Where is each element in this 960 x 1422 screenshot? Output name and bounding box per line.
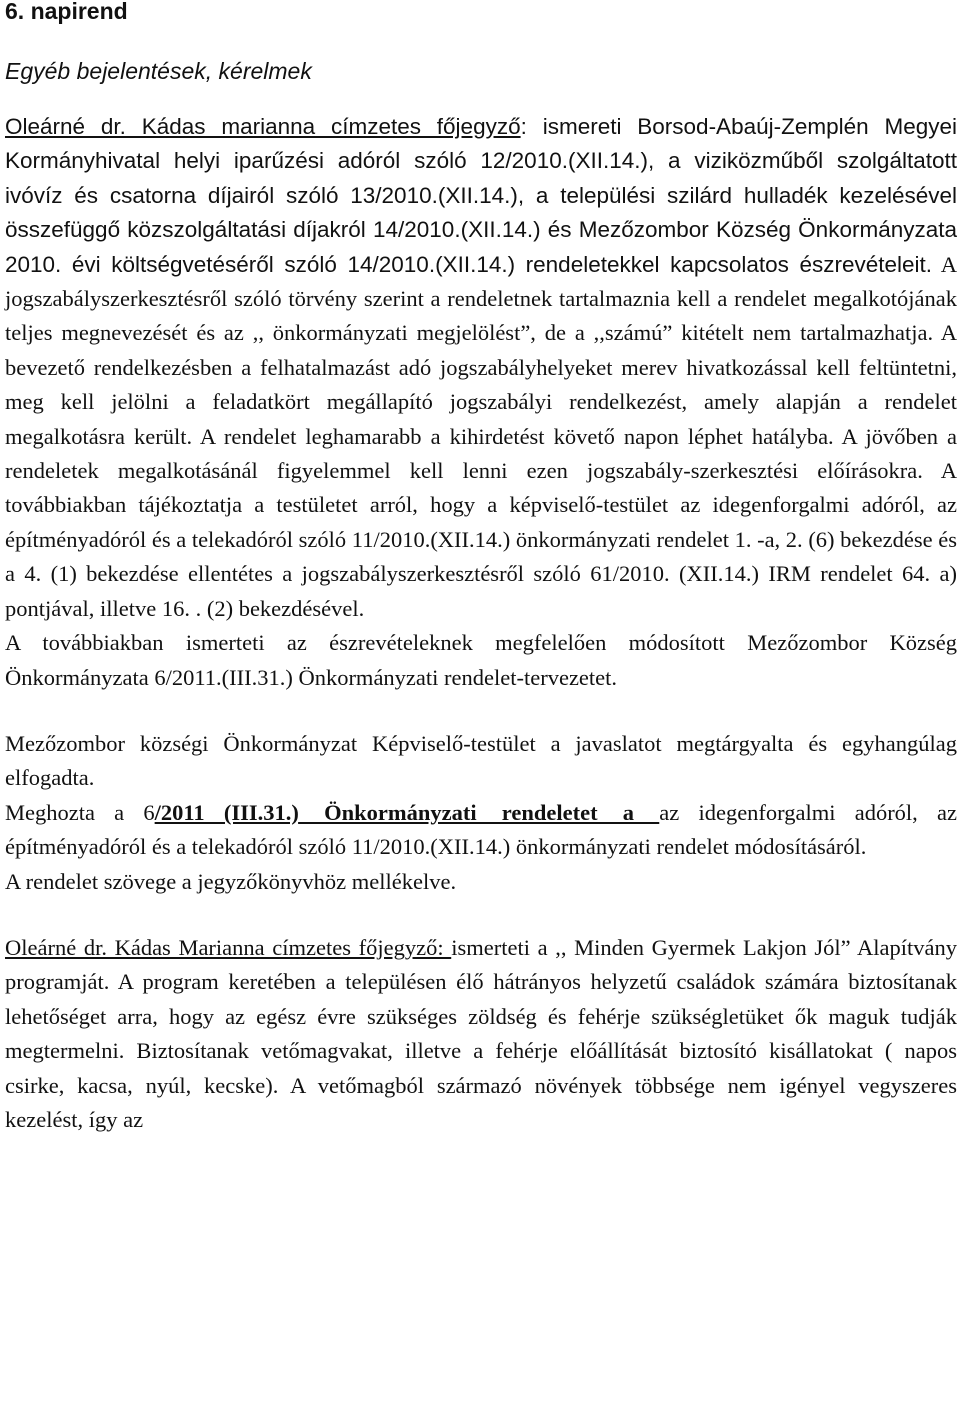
item2-paragraph	[5, 931, 957, 1137]
item1-colon: :	[520, 114, 527, 139]
item1-text-part2: A jogszabályszerkesztésről szóló törvény szerint a rendeletnek tartalmaznia kell a rendelet megalkotójának teljes megnevezését és az ,, önkormányzati megjelölést”, de a ,,számú” kitételt nem tartalmazhatja. A bevezető rendelkezésben a felhatalmazást adó jogszabályhelyeket merev hivatkozással kell feltüntetni, meg kell jelölni a feladatkört megállapító jogszabályi rendelkezést, amely alapján a rendelet megalkotásra került. A rendelet leghamarabb a kihirdetést követő napon léphet hatályba. A jövőben a rendeletek megalkotásánál figyelemmel kell lenni ezen jogszabály-szerkesztési előírásokra. A továbbiakban tájékoztatja a testületet arról, hogy a képviselő-testület az idegenforgalmi adóról, az építményadóról és a telekadóról szóló 11/2010.(XII.14.) önkormányzati rendelet 1. -a, 2. (6) bekezdése és a 4. (1) bekezdése ellentétes a jogszabályszerkesztésről szóló 61/2010. (XII.14.) IRM rendelet 64. a) pontjával, illetve 16. . (2) bekezdésével.	[5, 251, 957, 621]
item2-speaker: Oleárné dr. Kádas Marianna címzetes főjegyző:	[5, 934, 452, 960]
agenda-subheading: Egyéb bejelentések, kérelmek	[5, 58, 312, 84]
decision-title: Önkormányzati rendeletet a	[298, 799, 660, 825]
agenda-heading: 6. napirend	[5, 0, 128, 24]
item2-text: ismerteti a ,, Minden Gyermek Lakjon Jól” Alapítvány programját. A program keretében a településen élő hátrányos helyzetű családok számára biztosítanak lehetőséget arra, hogy az egész évre szükséges zöldség és fehérje szükségletüket ők maguk tudják megtermelni. Biztosítanak vetőmagvakat, illetve a fehérje előállítását biztosító kisállatokat ( napos csirke, kacsa, nyúl, kecske). A vetőmagból származó növények többsége nem igényel vegyszeres kezelést, így az	[5, 934, 957, 1132]
item1-speaker: Oleárné dr. Kádas marianna címzetes főjegyző	[5, 114, 521, 139]
decision-paragraph	[5, 796, 957, 865]
vote-paragraph: Mezőzombor községi Önkormányzat Képviselő-testület a javaslatot megtárgyalta és egyhangúlag elfogadta.	[5, 730, 957, 791]
item1-closing-paragraph: A továbbiakban ismerteti az észrevételeknek megfelelően módosított Mezőzombor Község Önkormányzata 6/2011.(III.31.) Önkormányzati rendelet-tervezetet.	[5, 630, 957, 690]
item1-paragraph	[5, 110, 957, 626]
decision-rest: az idegenforgalmi adóról, az építményadóról és a telekadóról szóló 11/2010.(XII.14.) önkormányzati rendelet módosításáról.	[5, 799, 957, 860]
decision-prefix: Meghozta a 6	[5, 799, 155, 825]
attachment-note: A rendelet szövege a jegyzőkönyvhöz mellékelve.	[5, 868, 457, 894]
decision-number: /2011 (III.31.)	[154, 799, 299, 825]
item1-text-part1: ismereti Borsod-Abaúj-Zemplén Megyei Kormányhivatal helyi iparűzési adóról szóló 12/2010.(XII.14.), a viziközműből szolgáltatott ivóvíz és csatorna díjairól szóló 13/2010.(XII.14.), a települési szilárd hulladék kezelésével összefüggő közszolgáltatási díjakról 14/2010.(XII.14.) és Mezőzombor Község Önkormányzata 2010. évi költségvetéséről szóló 14/2010.(XII.14.) rendeletekkel kapcsolatos észrevételeit.	[5, 114, 957, 277]
